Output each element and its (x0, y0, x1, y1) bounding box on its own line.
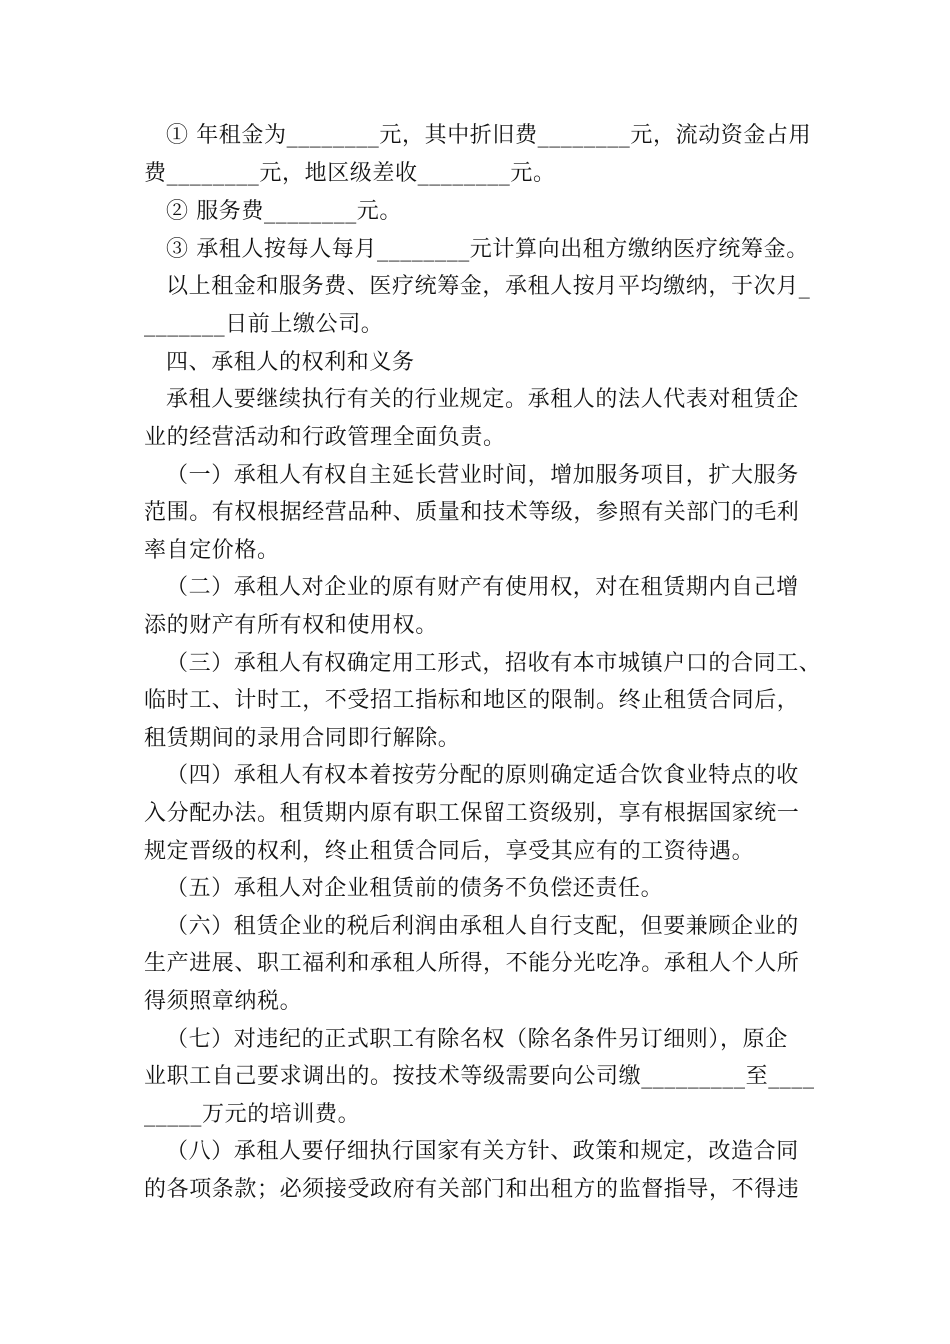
clause-6-line-1: （六）租赁企业的税后利润由承租人自行支配，但要兼顾企业的 (166, 914, 799, 939)
text-line-payment-schedule: 以上租金和服务费、医疗统筹金，承租人按月平均缴纳，于次月_ (166, 274, 811, 299)
text-line-rent-fees-cont: 费________元，地区级差收________元。 (144, 161, 556, 186)
clause-6-line-2: 生产进展、职工福利和承租人所得，不能分光吃净。承租人个人所 (144, 951, 800, 976)
clause-8-line-1: （八）承租人要仔细执行国家有关方针、政策和规定，改造合同 (166, 1139, 799, 1164)
clause-8-line-2: 的各项条款；必须接受政府有关部门和出租方的监督指导，不得违 (144, 1177, 800, 1202)
clause-4-line-3: 规定晋级的权利，终止租赁合同后，享受其应有的工资待遇。 (144, 839, 755, 864)
text-line-rights-intro: 承租人要继续执行有关的行业规定。承租人的法人代表对租赁企 (166, 387, 799, 412)
clause-7-line-2: 业职工自己要求调出的。按技术等级需要向公司缴_________至____ (144, 1064, 815, 1089)
clause-1-line-1: （一）承租人有权自主延长营业时间，增加服务项目，扩大服务 (166, 463, 799, 488)
clause-2-line-1: （二）承租人对企业的原有财产有使用权，对在租赁期内自己增 (166, 575, 799, 600)
clause-1-line-2: 范围。有权根据经营品种、质量和技术等级，参照有关部门的毛利 (144, 500, 800, 525)
text-line-rent-fees: ① 年租金为________元，其中折旧费________元，流动资金占用 (166, 123, 812, 148)
clause-4-line-1: （四）承租人有权本着按劳分配的原则确定适合饮食业特点的收 (166, 763, 799, 788)
clause-4-line-2: 入分配办法。租赁期内原有职工保留工资级别，享有根据国家统一 (144, 801, 800, 826)
clause-3-line-2: 临时工、计时工，不受招工指标和地区的限制。终止租赁合同后， (144, 688, 800, 713)
text-line-service-fee: ② 服务费________元。 (166, 199, 402, 224)
clause-5-line-1: （五）承租人对企业租赁前的债务不负偿还责任。 (166, 876, 664, 901)
clause-3-line-3: 租赁期间的录用合同即行解除。 (144, 726, 461, 751)
clause-7-line-3: _____万元的培训费。 (144, 1102, 361, 1127)
text-line-payment-schedule-cont: _______日前上缴公司。 (144, 312, 384, 337)
text-line-rights-intro-cont: 业的经营活动和行政管理全面负责。 (144, 425, 506, 450)
text-line-medical-fund: ③ 承租人按每人每月________元计算向出租方缴纳医疗统筹金。 (166, 237, 809, 262)
section-heading-rights: 四、承租人的权利和义务 (166, 350, 415, 375)
clause-2-line-2: 添的财产有所有权和使用权。 (144, 613, 438, 638)
clause-6-line-3: 得须照章纳税。 (144, 989, 303, 1014)
clause-3-line-1: （三）承租人有权确定用工形式，招收有本市城镇户口的合同工、 (166, 651, 822, 676)
clause-7-line-1: （七）对违纪的正式职工有除名权（除名条件另订细则），原企 (166, 1027, 788, 1052)
clause-1-line-3: 率自定价格。 (144, 538, 280, 563)
